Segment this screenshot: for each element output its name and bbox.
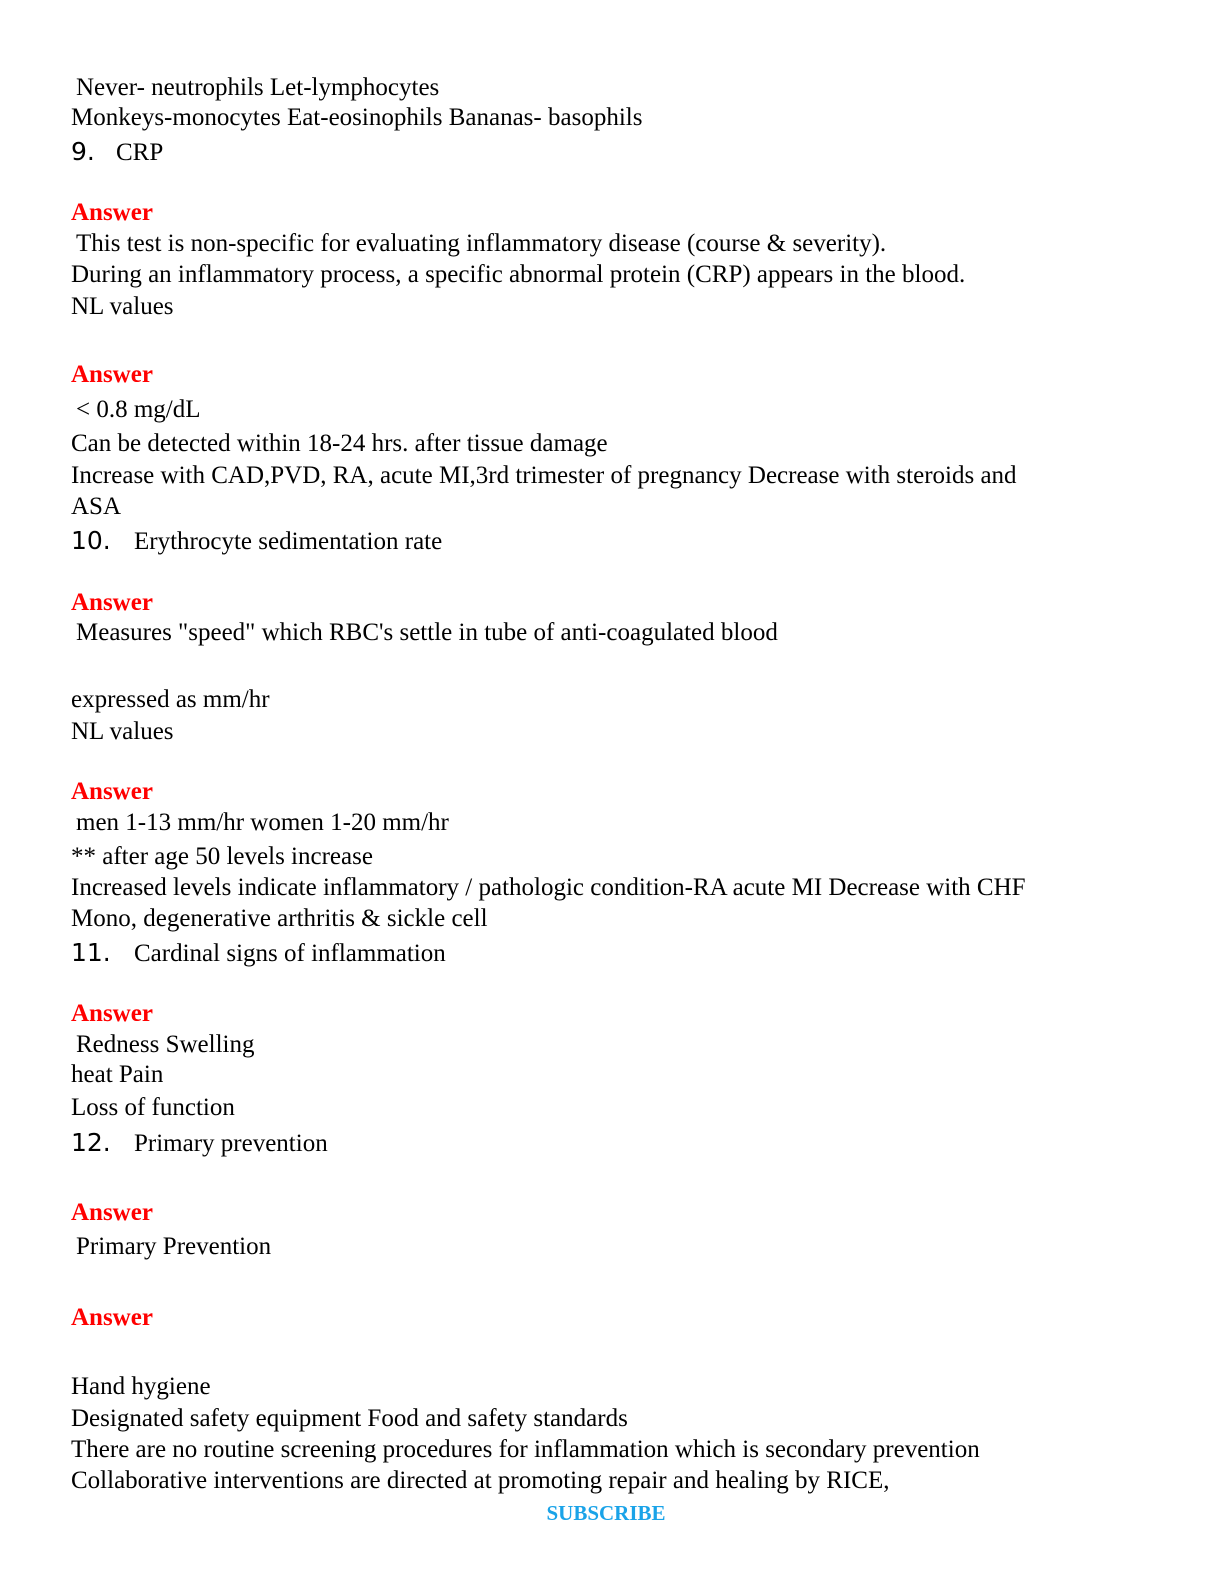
- question-12-number: 12.: [71, 1128, 111, 1157]
- answer-label: Answer: [71, 1304, 153, 1331]
- answer-line: Mono, degenerative arthritis & sickle cell: [71, 905, 488, 932]
- answer-line: This test is non-specific for evaluating inflammatory disease (course & severity).: [76, 230, 887, 257]
- question-10-title: Erythrocyte sedimentation rate: [134, 528, 443, 555]
- answer-line: Redness Swelling: [76, 1031, 255, 1058]
- answer-line: Primary Prevention: [76, 1233, 272, 1260]
- answer-label: Answer: [71, 589, 153, 616]
- answer-line: There are no routine screening procedures for inflammation which is secondary prevention: [71, 1436, 980, 1463]
- answer-line: During an inflammatory process, a specific abnormal protein (CRP) appears in the blood.: [71, 261, 966, 288]
- answer-label: Answer: [71, 361, 153, 388]
- answer-line: ASA: [71, 493, 122, 520]
- answer-line: expressed as mm/hr: [71, 686, 270, 713]
- question-11-number: 11.: [71, 938, 111, 967]
- answer-line: ** after age 50 levels increase: [71, 843, 373, 870]
- mnemonic-line-1: Never- neutrophils Let-lymphocytes: [76, 74, 440, 101]
- answer-label: Answer: [71, 1199, 153, 1226]
- answer-line: NL values: [71, 293, 174, 320]
- question-10-number: 10.: [71, 526, 111, 555]
- answer-line: men 1-13 mm/hr women 1-20 mm/hr: [76, 809, 449, 836]
- answer-line: Hand hygiene: [71, 1373, 211, 1400]
- answer-line: heat Pain: [71, 1061, 164, 1088]
- question-9-title: CRP: [116, 139, 164, 166]
- answer-label: Answer: [71, 778, 153, 805]
- answer-line: Increase with CAD,PVD, RA, acute MI,3rd trimester of pregnancy Decrease with steroids and: [71, 462, 1017, 489]
- answer-line: Collaborative interventions are directed at promoting repair and healing by RICE,: [71, 1467, 890, 1494]
- subscribe-link[interactable]: SUBSCRIBE: [546, 1501, 666, 1525]
- answer-line: Loss of function: [71, 1094, 235, 1121]
- question-9-number: 9.: [71, 137, 95, 166]
- answer-line: Measures "speed" which RBC's settle in tube of anti-coagulated blood: [76, 619, 778, 646]
- answer-line: < 0.8 mg/dL: [76, 396, 201, 423]
- answer-line: Designated safety equipment Food and safety standards: [71, 1405, 628, 1432]
- question-11-title: Cardinal signs of inflammation: [134, 940, 446, 967]
- answer-line: Increased levels indicate inflammatory / pathologic condition-RA acute MI Decrease with CHF: [71, 874, 1026, 901]
- answer-label: Answer: [71, 199, 153, 226]
- question-12-title: Primary prevention: [134, 1130, 328, 1157]
- mnemonic-line-2: Monkeys-monocytes Eat-eosinophils Bananas- basophils: [71, 104, 643, 131]
- answer-line: NL values: [71, 718, 174, 745]
- answer-label: Answer: [71, 1000, 153, 1027]
- answer-line: Can be detected within 18-24 hrs. after tissue damage: [71, 430, 608, 457]
